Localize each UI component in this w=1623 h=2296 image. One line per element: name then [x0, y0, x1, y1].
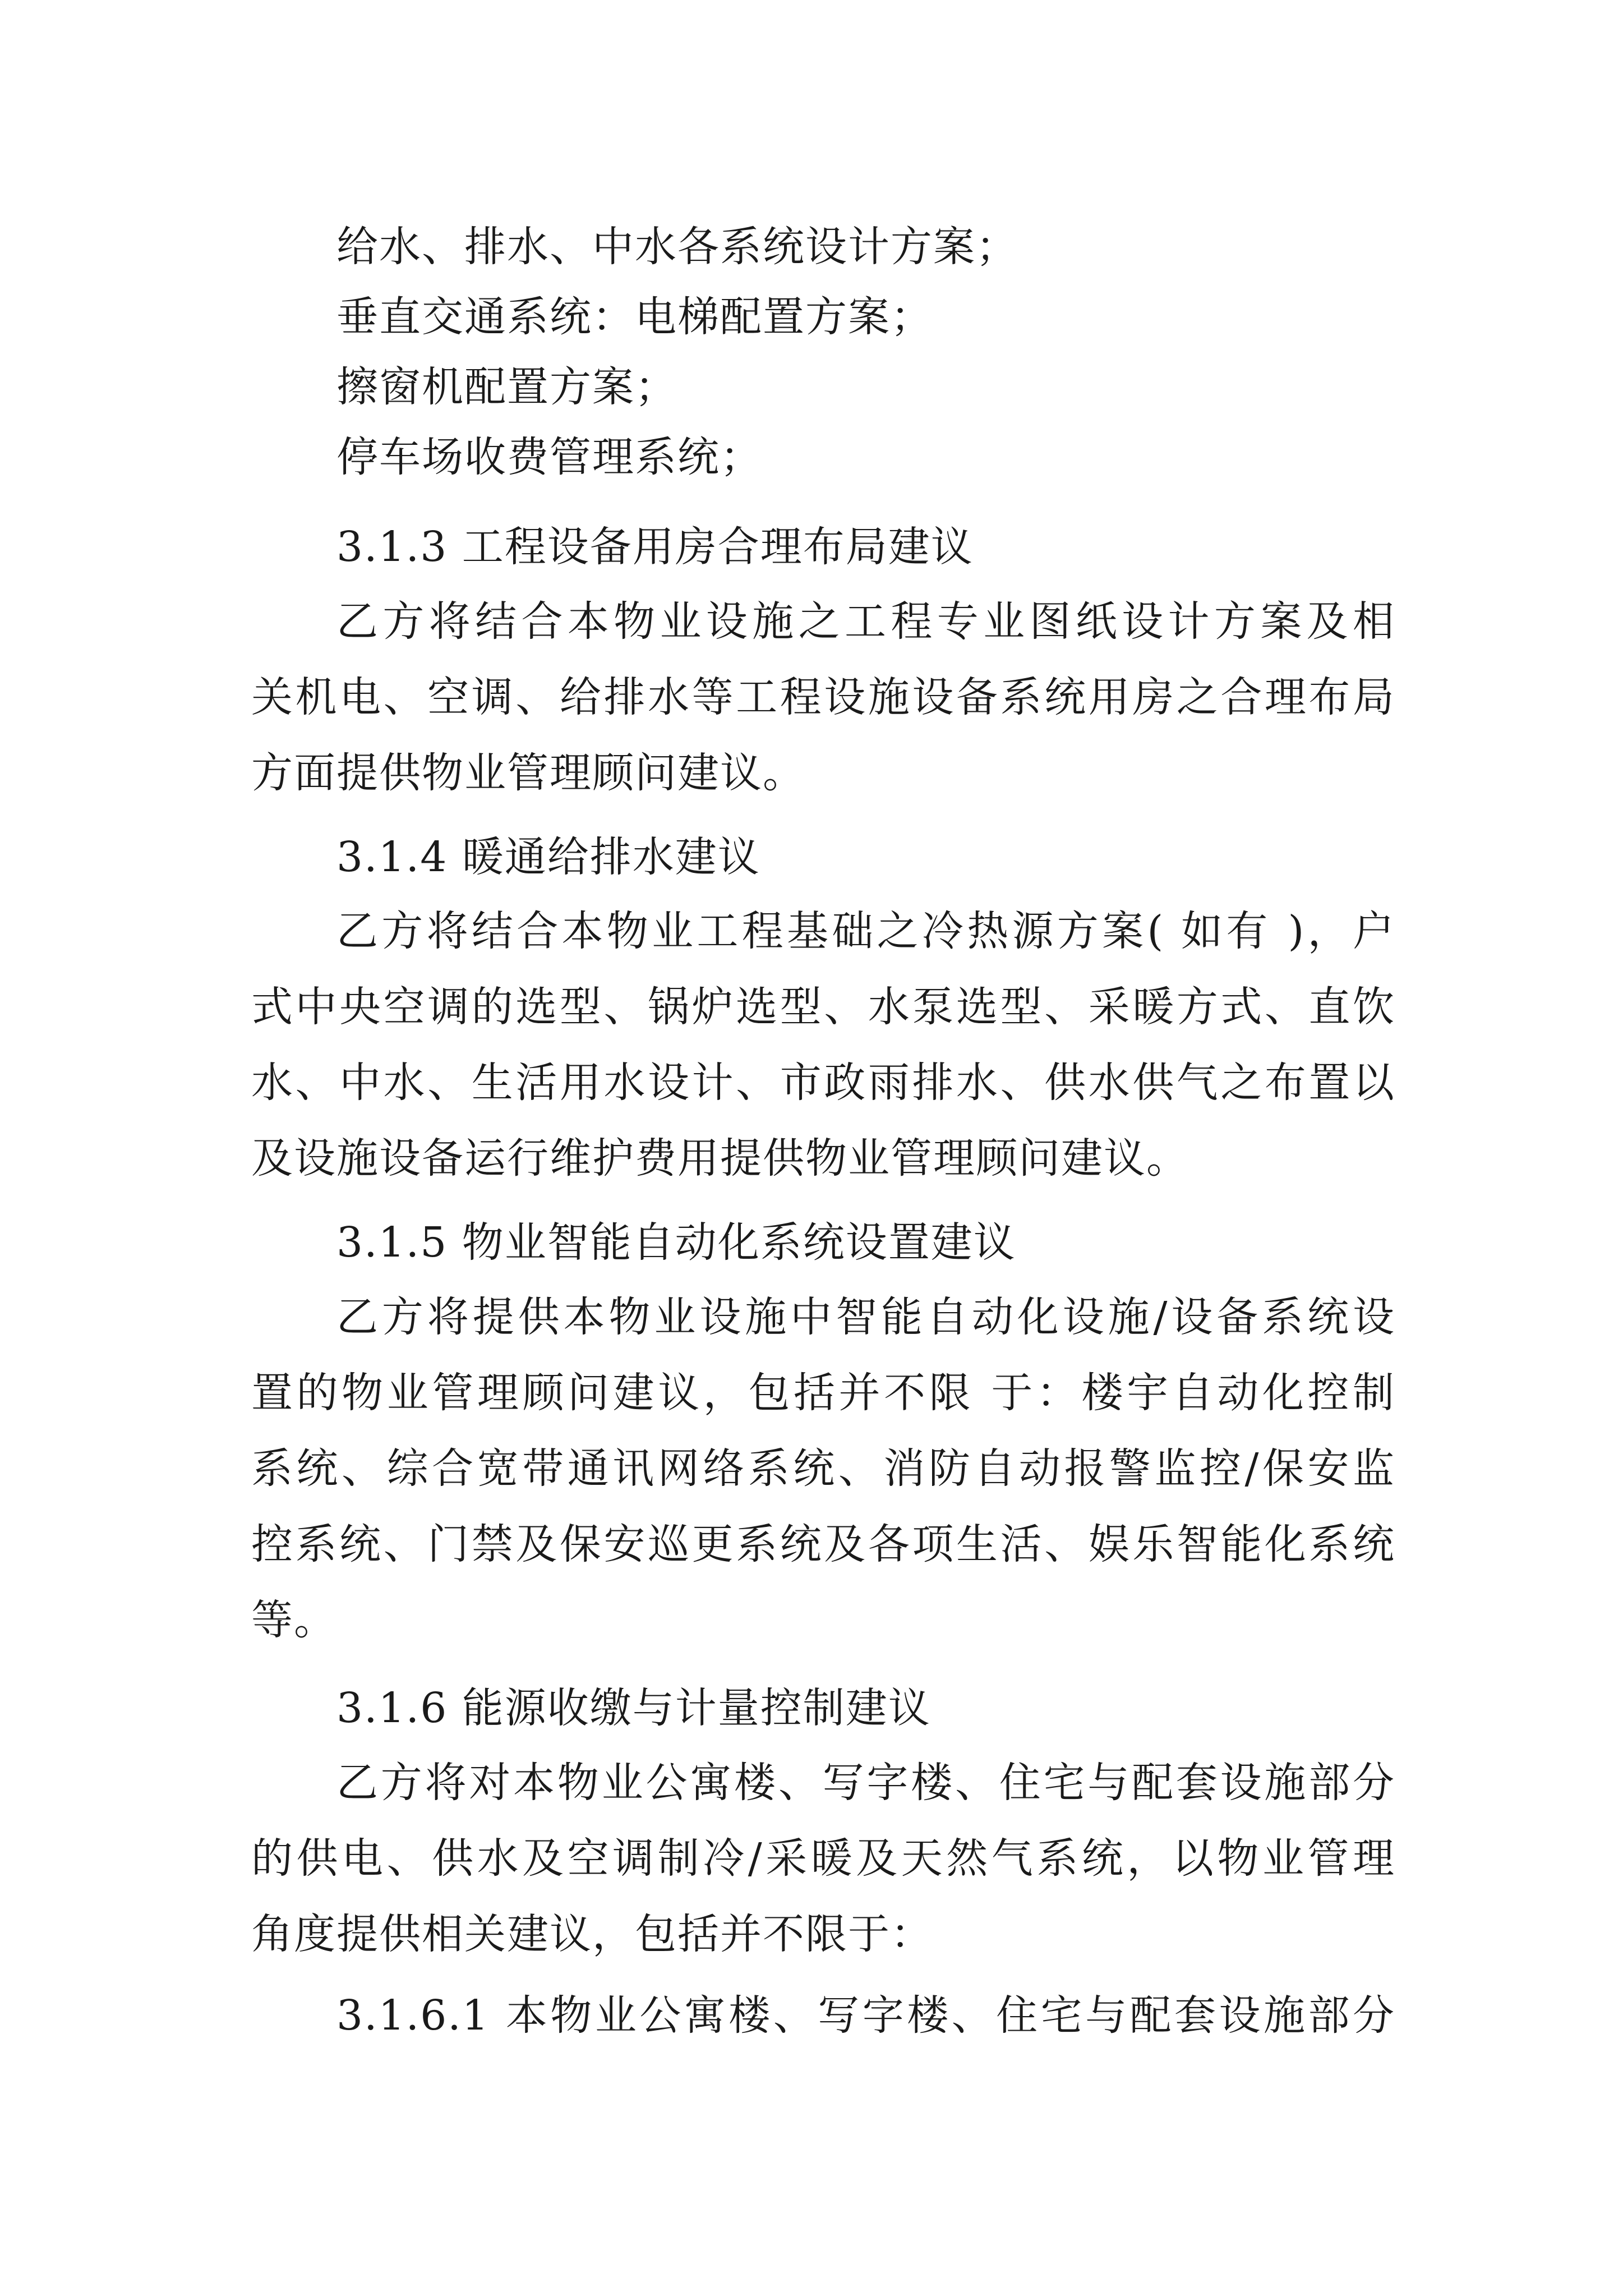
paragraph-line: 关机电、空调、给排水等工程设施设备系统用房之合理布局	[251, 673, 1395, 721]
list-item-vertical-transport: 垂直交通系统：电梯配置方案；	[336, 293, 933, 341]
paragraph-line: 控系统、门禁及保安巡更系统及各项生活、娱乐智能化系统	[251, 1520, 1395, 1568]
paragraph-line: 方面提供物业管理顾问建议。	[251, 749, 805, 797]
section-heading-3-1-3: 3.1.3 工程设备用房合理布局建议	[336, 523, 974, 571]
paragraph-line: 的供电、供水及空调制冷/采暖及天然气系统，以物业管理	[251, 1834, 1395, 1883]
section-heading-3-1-4: 3.1.4 暖通给排水建议	[336, 833, 760, 881]
paragraph-line: 等。	[251, 1596, 336, 1644]
paragraph-line: 角度提供相关建议，包括并不限于：	[251, 1910, 933, 1958]
list-item-water-supply: 给水、排水、中水各系统设计方案；	[336, 223, 1018, 271]
paragraph-line: 乙方将结合本物业设施之工程专业图纸设计方案及相	[336, 597, 1395, 646]
section-heading-3-1-5: 3.1.5 物业智能自动化系统设置建议	[336, 1218, 1016, 1267]
paragraph-line: 乙方将结合本物业工程基础之冷热源方案( 如有 )，户	[336, 907, 1395, 955]
paragraph-line: 水、中水、生活用水设计、市政雨排水、供水供气之布置以	[251, 1059, 1395, 1107]
section-heading-3-1-6: 3.1.6 能源收缴与计量控制建议	[336, 1684, 931, 1732]
paragraph-line: 乙方将对本物业公寓楼、写字楼、住宅与配套设施部分	[336, 1759, 1395, 1807]
paragraph-line: 置的物业管理顾问建议，包括并不限 于：楼宇自动化控制	[251, 1369, 1395, 1417]
paragraph-line: 乙方将提供本物业设施中智能自动化设施/设备系统设	[336, 1293, 1395, 1341]
list-item-window-cleaning: 擦窗机配置方案；	[336, 363, 677, 411]
section-heading-3-1-6-1: 3.1.6.1 本物业公寓楼、写字楼、住宅与配套设施部分	[336, 1991, 1395, 2040]
paragraph-line: 式中央空调的选型、锅炉选型、水泵选型、采暖方式、直饮	[251, 983, 1395, 1031]
list-item-parking-system: 停车场收费管理系统；	[336, 433, 763, 481]
paragraph-line: 及设施设备运行维护费用提供物业管理顾问建议。	[251, 1134, 1189, 1182]
paragraph-line: 系统、综合宽带通讯网络系统、消防自动报警监控/保安监	[251, 1444, 1395, 1493]
